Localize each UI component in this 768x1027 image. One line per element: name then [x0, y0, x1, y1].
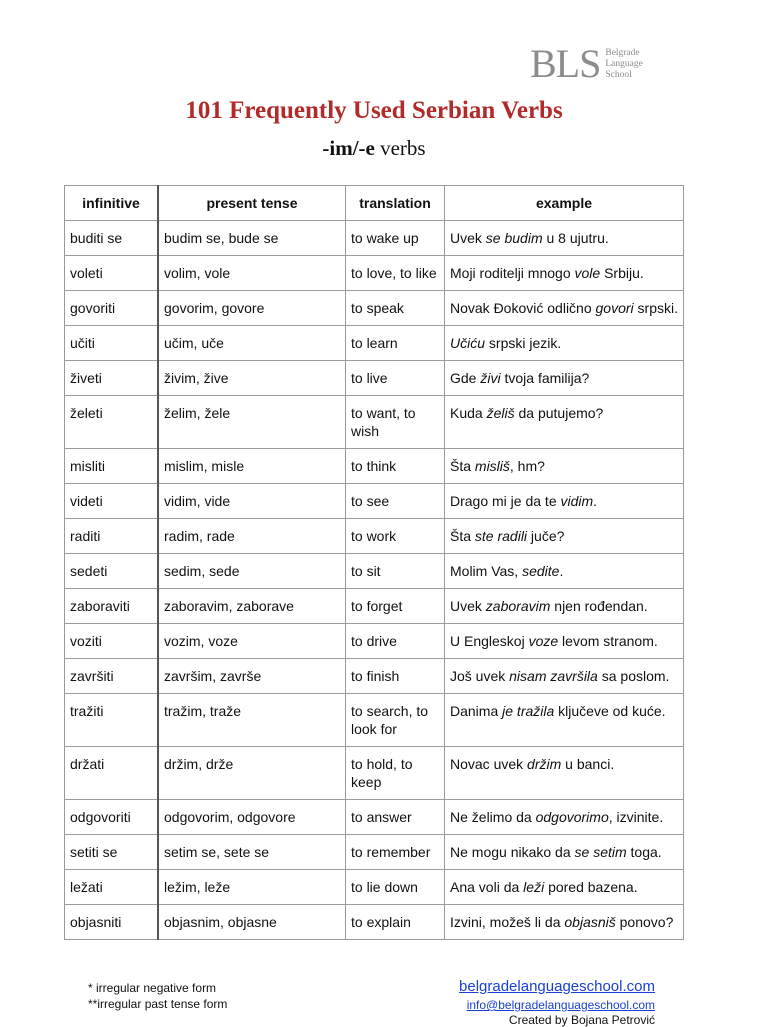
- translation-cell: to live: [346, 361, 445, 396]
- table-row: [65, 361, 684, 396]
- translation-cell: to explain: [346, 905, 445, 940]
- translation-cell: to want, to wish: [346, 396, 445, 449]
- author-credit: Created by Bojana Petrović: [508, 1013, 655, 1027]
- footnote-irregular-past: **irregular past tense form: [88, 997, 228, 1011]
- translation-cell: to finish: [346, 659, 445, 694]
- footnotes: [88, 980, 227, 1012]
- example-text: Uvek: [450, 598, 486, 614]
- example-cell: [445, 835, 684, 870]
- example-verb: zaboravim: [485, 598, 551, 614]
- example-cell: [445, 905, 684, 940]
- table-row: [65, 396, 684, 449]
- school-logo: [530, 41, 643, 86]
- table-row: [65, 291, 684, 326]
- present-tense-cell: objasnim, objasne: [158, 905, 346, 940]
- infinitive-cell: sedeti: [65, 554, 159, 589]
- infinitive-cell: želeti: [65, 396, 159, 449]
- table-row: [65, 624, 684, 659]
- example-text: ključeve od kuće.: [554, 703, 666, 719]
- present-tense-cell: volim, vole: [158, 256, 346, 291]
- website-link[interactable]: belgradelanguageschool.com: [459, 978, 655, 995]
- example-text: Uvek: [450, 230, 486, 246]
- subtitle-rest: verbs: [374, 136, 426, 160]
- example-cell: [445, 747, 684, 800]
- example-verb: držim: [527, 756, 562, 772]
- page-subtitle: [0, 136, 748, 161]
- example-cell: [445, 361, 684, 396]
- example-text: u 8 ujutru.: [542, 230, 609, 246]
- example-text: pored bazena.: [544, 879, 638, 895]
- example-cell: [445, 484, 684, 519]
- present-tense-cell: želim, žele: [158, 396, 346, 449]
- example-cell: [445, 659, 684, 694]
- table-row: [65, 870, 684, 905]
- example-cell: [445, 800, 684, 835]
- example-text: Molim Vas,: [450, 563, 523, 579]
- example-text: sa poslom.: [597, 668, 670, 684]
- infinitive-cell: govoriti: [65, 291, 159, 326]
- example-text: Moji roditelji mnogo: [450, 265, 575, 281]
- example-cell: [445, 449, 684, 484]
- example-text: da putujemo?: [514, 405, 604, 421]
- table-row: [65, 747, 684, 800]
- table-row: [65, 694, 684, 747]
- infinitive-cell: završiti: [65, 659, 159, 694]
- infinitive-cell: tražiti: [65, 694, 159, 747]
- example-cell: [445, 870, 684, 905]
- example-text: Novak Đoković odlično: [450, 300, 596, 316]
- page-title: 101 Frequently Used Serbian Verbs: [185, 97, 563, 124]
- column-header-present-tense: present tense: [158, 186, 346, 221]
- example-verb: sedite: [522, 563, 560, 579]
- infinitive-cell: setiti se: [65, 835, 159, 870]
- translation-cell: to drive: [346, 624, 445, 659]
- translation-cell: to lie down: [346, 870, 445, 905]
- infinitive-cell: objasniti: [65, 905, 159, 940]
- footnote-irregular-negative: * irregular negative form: [88, 981, 217, 995]
- example-verb: objasniš: [564, 914, 616, 930]
- logo-line: School: [605, 69, 632, 80]
- table-row: [65, 484, 684, 519]
- example-text: , izvinite.: [608, 809, 664, 825]
- present-tense-cell: odgovorim, odgovore: [158, 800, 346, 835]
- example-text: u banci.: [561, 756, 615, 772]
- example-cell: [445, 519, 684, 554]
- present-tense-cell: radim, rade: [158, 519, 346, 554]
- example-cell: [445, 291, 684, 326]
- example-text: Gde: [450, 370, 481, 386]
- example-text: Izvini, možeš li da: [450, 914, 565, 930]
- table-row: [65, 256, 684, 291]
- example-text: levom stranom.: [558, 633, 658, 649]
- present-tense-cell: zaboravim, zaborave: [158, 589, 346, 624]
- example-text: Još uvek: [450, 668, 510, 684]
- table-row: [65, 519, 684, 554]
- column-header-translation: translation: [346, 186, 445, 221]
- column-header-infinitive: infinitive: [65, 186, 159, 221]
- translation-cell: to search, to look for: [346, 694, 445, 747]
- example-text: Ne mogu nikako da: [450, 844, 575, 860]
- example-verb: želiš: [486, 405, 515, 421]
- translation-cell: to remember: [346, 835, 445, 870]
- translation-cell: to see: [346, 484, 445, 519]
- table-row: [65, 589, 684, 624]
- example-cell: [445, 554, 684, 589]
- example-text: .: [559, 563, 564, 579]
- contact-info: [459, 977, 655, 1027]
- infinitive-cell: držati: [65, 747, 159, 800]
- translation-cell: to wake up: [346, 221, 445, 256]
- present-tense-cell: držim, drže: [158, 747, 346, 800]
- table-row: [65, 835, 684, 870]
- example-verb: nisam završila: [509, 668, 598, 684]
- table-row: [65, 449, 684, 484]
- email-link[interactable]: info@belgradelanguageschool.com: [466, 998, 655, 1012]
- example-cell: [445, 221, 684, 256]
- infinitive-cell: raditi: [65, 519, 159, 554]
- example-text: Ne želimo da: [450, 809, 536, 825]
- table-row: [65, 554, 684, 589]
- present-tense-cell: vozim, voze: [158, 624, 346, 659]
- example-verb: govori: [595, 300, 634, 316]
- present-tense-cell: mislim, misle: [158, 449, 346, 484]
- table-row: [65, 659, 684, 694]
- example-text: Šta: [450, 458, 475, 474]
- example-verb: Učiću: [450, 335, 486, 351]
- table-row: [65, 326, 684, 361]
- example-text: Drago mi je da te: [450, 493, 561, 509]
- infinitive-cell: videti: [65, 484, 159, 519]
- logo-mark: BLS: [530, 41, 601, 86]
- example-text: U Engleskoj: [450, 633, 529, 649]
- example-text: srpski.: [633, 300, 678, 316]
- translation-cell: to think: [346, 449, 445, 484]
- present-tense-cell: završim, završe: [158, 659, 346, 694]
- infinitive-cell: odgovoriti: [65, 800, 159, 835]
- example-verb: vidim: [560, 493, 594, 509]
- infinitive-cell: misliti: [65, 449, 159, 484]
- infinitive-cell: voziti: [65, 624, 159, 659]
- column-header-example: example: [445, 186, 684, 221]
- logo-school-name: [605, 48, 642, 81]
- example-verb: se budim: [485, 230, 543, 246]
- example-verb: se setim: [574, 844, 627, 860]
- present-tense-cell: sedim, sede: [158, 554, 346, 589]
- infinitive-cell: učiti: [65, 326, 159, 361]
- logo-line: Belgrade: [605, 47, 640, 58]
- translation-cell: to speak: [346, 291, 445, 326]
- verbs-table: [64, 185, 684, 940]
- example-text: ponovo?: [615, 914, 674, 930]
- translation-cell: to forget: [346, 589, 445, 624]
- example-cell: [445, 326, 684, 361]
- table-row: [65, 800, 684, 835]
- infinitive-cell: buditi se: [65, 221, 159, 256]
- example-text: juče?: [527, 528, 565, 544]
- example-text: Ana voli da: [450, 879, 524, 895]
- example-verb: leži: [523, 879, 545, 895]
- example-cell: [445, 589, 684, 624]
- example-cell: [445, 624, 684, 659]
- present-tense-cell: budim se, bude se: [158, 221, 346, 256]
- example-text: toga.: [626, 844, 662, 860]
- example-verb: odgovorimo: [535, 809, 609, 825]
- present-tense-cell: govorim, govore: [158, 291, 346, 326]
- translation-cell: to learn: [346, 326, 445, 361]
- example-cell: [445, 396, 684, 449]
- example-verb: misliš: [474, 458, 510, 474]
- present-tense-cell: vidim, vide: [158, 484, 346, 519]
- example-text: njen rođendan.: [550, 598, 648, 614]
- example-cell: [445, 694, 684, 747]
- table-row: [65, 221, 684, 256]
- infinitive-cell: zaboraviti: [65, 589, 159, 624]
- translation-cell: to work: [346, 519, 445, 554]
- translation-cell: to hold, to keep: [346, 747, 445, 800]
- translation-cell: to answer: [346, 800, 445, 835]
- infinitive-cell: živeti: [65, 361, 159, 396]
- present-tense-cell: živim, žive: [158, 361, 346, 396]
- example-text: , hm?: [509, 458, 545, 474]
- example-text: Srbiju.: [600, 265, 644, 281]
- example-verb: voze: [528, 633, 559, 649]
- example-verb: ste radili: [474, 528, 528, 544]
- example-text: Danima: [450, 703, 503, 719]
- logo-line: Language: [605, 58, 643, 69]
- table-row: [65, 905, 684, 940]
- infinitive-cell: voleti: [65, 256, 159, 291]
- subtitle-suffix: -im/-e: [322, 136, 375, 160]
- example-verb: vole: [574, 265, 601, 281]
- infinitive-cell: ležati: [65, 870, 159, 905]
- example-text: .: [593, 493, 598, 509]
- example-text: Šta: [450, 528, 475, 544]
- example-text: Kuda: [450, 405, 487, 421]
- example-cell: [445, 256, 684, 291]
- example-verb: je tražila: [502, 703, 555, 719]
- present-tense-cell: setim se, sete se: [158, 835, 346, 870]
- present-tense-cell: tražim, traže: [158, 694, 346, 747]
- example-text: Novac uvek: [450, 756, 528, 772]
- table-header-row: [65, 186, 684, 221]
- translation-cell: to sit: [346, 554, 445, 589]
- example-verb: živi: [480, 370, 501, 386]
- present-tense-cell: učim, uče: [158, 326, 346, 361]
- present-tense-cell: ležim, leže: [158, 870, 346, 905]
- translation-cell: to love, to like: [346, 256, 445, 291]
- example-text: srpski jezik.: [485, 335, 562, 351]
- example-text: tvoja familija?: [500, 370, 590, 386]
